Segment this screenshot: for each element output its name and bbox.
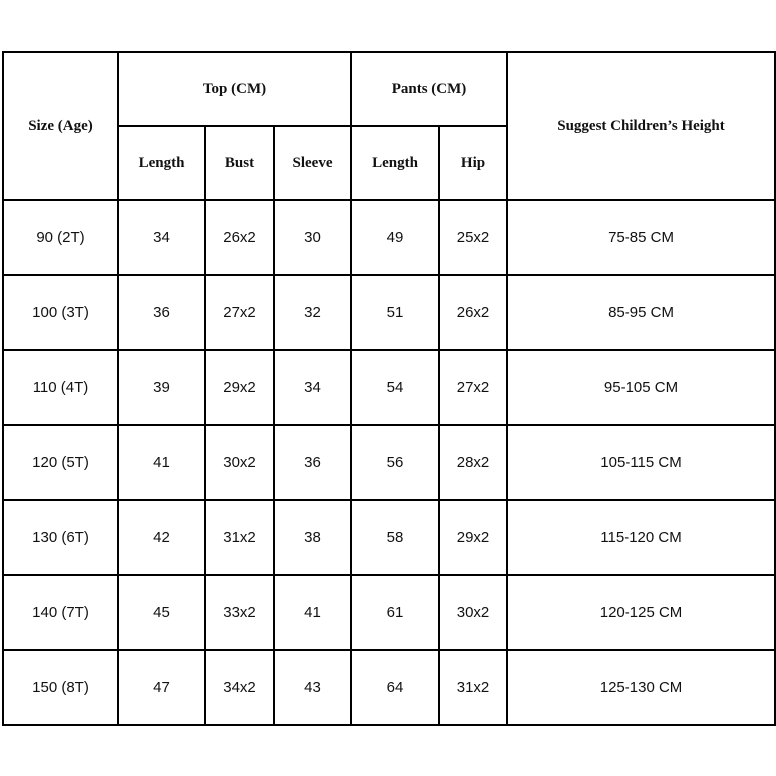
cell-height: 95-105 CM <box>507 350 775 425</box>
cell-pants-length: 56 <box>351 425 439 500</box>
cell-sleeve: 43 <box>274 650 351 725</box>
table-row <box>3 650 775 725</box>
cell-pants-length: 54 <box>351 350 439 425</box>
cell-size: 90 (2T) <box>3 200 118 275</box>
header-top-bust: Bust <box>205 126 274 200</box>
cell-size: 110 (4T) <box>3 350 118 425</box>
cell-hip: 31x2 <box>439 650 507 725</box>
cell-height: 120-125 CM <box>507 575 775 650</box>
cell-bust: 29x2 <box>205 350 274 425</box>
cell-sleeve: 34 <box>274 350 351 425</box>
cell-top-length: 41 <box>118 425 205 500</box>
cell-height: 85-95 CM <box>507 275 775 350</box>
header-suggested-height: Suggest Children’s Height <box>507 52 775 200</box>
cell-hip: 27x2 <box>439 350 507 425</box>
cell-sleeve: 38 <box>274 500 351 575</box>
cell-pants-length: 61 <box>351 575 439 650</box>
table-row <box>3 425 775 500</box>
table-row <box>3 575 775 650</box>
cell-size: 150 (8T) <box>3 650 118 725</box>
cell-hip: 30x2 <box>439 575 507 650</box>
size-chart-table <box>2 51 776 726</box>
table-row <box>3 500 775 575</box>
cell-height: 115-120 CM <box>507 500 775 575</box>
cell-bust: 30x2 <box>205 425 274 500</box>
cell-bust: 26x2 <box>205 200 274 275</box>
cell-size: 140 (7T) <box>3 575 118 650</box>
cell-sleeve: 32 <box>274 275 351 350</box>
cell-hip: 25x2 <box>439 200 507 275</box>
header-row-group <box>3 52 775 126</box>
header-top-sleeve: Sleeve <box>274 126 351 200</box>
cell-pants-length: 58 <box>351 500 439 575</box>
cell-size: 130 (6T) <box>3 500 118 575</box>
header-top-length: Length <box>118 126 205 200</box>
cell-top-length: 34 <box>118 200 205 275</box>
table-row <box>3 275 775 350</box>
cell-top-length: 39 <box>118 350 205 425</box>
header-top-group: Top (CM) <box>118 52 351 126</box>
table-row <box>3 200 775 275</box>
cell-top-length: 42 <box>118 500 205 575</box>
header-pants-hip: Hip <box>439 126 507 200</box>
table-row <box>3 350 775 425</box>
cell-sleeve: 36 <box>274 425 351 500</box>
cell-hip: 26x2 <box>439 275 507 350</box>
cell-sleeve: 41 <box>274 575 351 650</box>
cell-size: 100 (3T) <box>3 275 118 350</box>
cell-pants-length: 49 <box>351 200 439 275</box>
cell-sleeve: 30 <box>274 200 351 275</box>
cell-bust: 27x2 <box>205 275 274 350</box>
cell-bust: 33x2 <box>205 575 274 650</box>
cell-size: 120 (5T) <box>3 425 118 500</box>
cell-height: 125-130 CM <box>507 650 775 725</box>
header-pants-group: Pants (CM) <box>351 52 507 126</box>
cell-pants-length: 64 <box>351 650 439 725</box>
cell-height: 75-85 CM <box>507 200 775 275</box>
cell-pants-length: 51 <box>351 275 439 350</box>
cell-top-length: 45 <box>118 575 205 650</box>
cell-top-length: 47 <box>118 650 205 725</box>
cell-height: 105-115 CM <box>507 425 775 500</box>
header-size-age: Size (Age) <box>3 52 118 200</box>
cell-hip: 28x2 <box>439 425 507 500</box>
cell-bust: 31x2 <box>205 500 274 575</box>
cell-hip: 29x2 <box>439 500 507 575</box>
cell-top-length: 36 <box>118 275 205 350</box>
header-pants-length: Length <box>351 126 439 200</box>
cell-bust: 34x2 <box>205 650 274 725</box>
